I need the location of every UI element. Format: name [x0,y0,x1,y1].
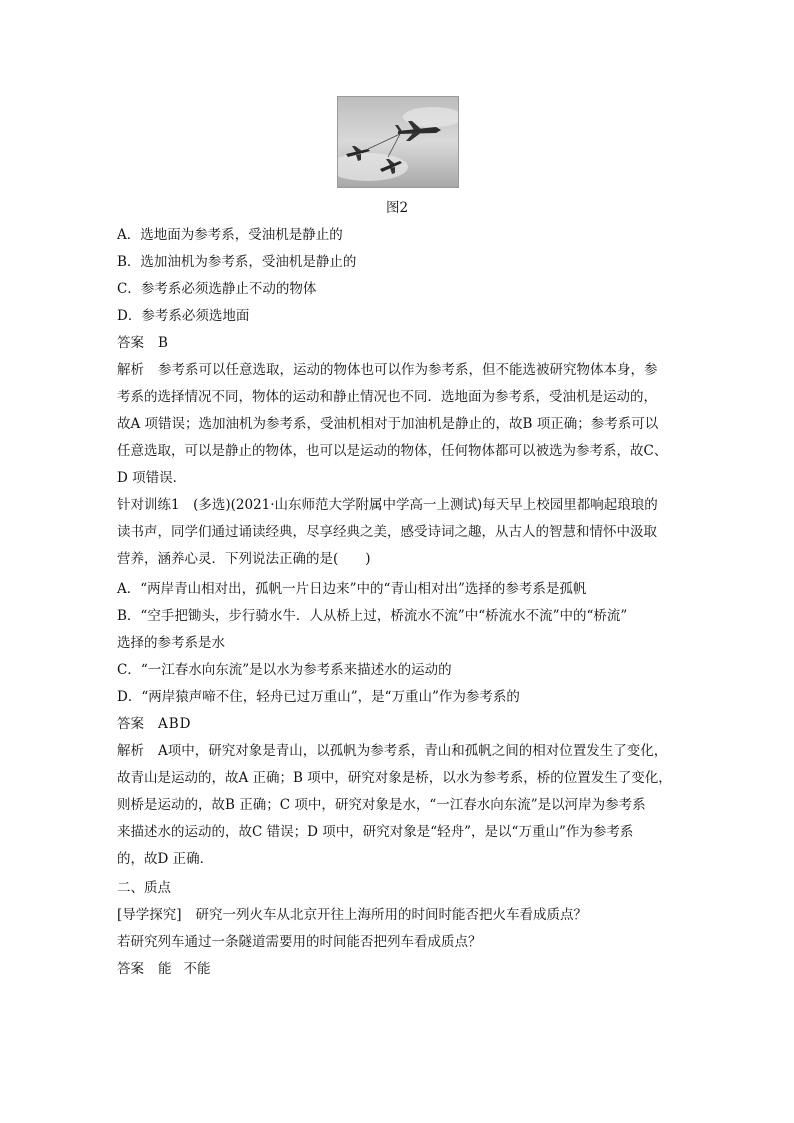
section-title: 二、质点 [117,880,171,896]
figure-caption: 图2 [385,200,409,216]
training-option-d: D．“两岸猿声啼不住，轻舟已过万重山”，是“万重山”作为参考系的 [117,689,520,705]
answer-line [117,712,192,732]
answer-value: 能 [158,961,172,977]
answer-value: ABD [158,716,192,732]
answer-value: B [158,335,169,351]
analysis-line [117,739,667,759]
answer-line [117,957,211,977]
explore-text: 研究一列火车从北京开往上海所用的时间时能否把火车看成质点？ [195,907,588,923]
training-stem-line: 营养，涵养心灵．下列说法正确的是( ) [117,551,371,567]
answer-label: 答案 [117,716,144,732]
explore-line: 若研究列车通过一条隧道需要用的时间能否把列车看成质点？ [117,934,482,950]
analysis-line: D 项错误． [117,470,187,486]
explore-line [117,903,587,923]
answer-label: 答案 [117,961,144,977]
training-option-a: A．“两岸青山相对出，孤帆一片日边来”中的“青山相对出”选择的参考系是孤帆 [117,581,587,597]
analysis-line: 考系的选择情况不同，物体的运动和静止情况也不同．选地面为参考系，受油机是运动的， [117,389,657,405]
analysis-line [117,358,658,378]
analysis-label: 解析 [117,743,144,759]
answer-label: 答案 [117,335,144,351]
explore-tag: [导学探究] [117,907,182,923]
analysis-text: A项中，研究对象是青山，以孤帆为参考系，青山和孤帆之间的相对位置发生了变化， [158,743,668,759]
analysis-text: 参考系可以任意选取，运动的物体也可以作为参考系，但不能选被研究物体本身，参 [158,362,658,378]
training-option-b: B．“空手把锄头，步行骑水牛．人从桥上过，桥流水不流”中“桥流水不流”中的“桥流” [117,608,628,624]
analysis-line: 故青山是运动的，故A 正确；B 项中，研究对象是桥，以水为参考系，桥的位置发生了变化， [117,770,672,786]
analysis-line: 则桥是运动的，故B 正确；C 项中，研究对象是水，“一江春水向东流”是以河岸为参考系 [117,797,646,813]
option-c: C．参考系必须选静止不动的物体 [117,281,317,297]
training-stem-line: 针对训练1 (多选)(2021·山东师范大学附属中学高一上测试)每天早上校园里都响起琅琅的 [117,497,658,513]
option-b: B．选加油机为参考系，受油机是静止的 [117,254,357,270]
analysis-label: 解析 [117,362,144,378]
analysis-line: 的，故D 正确． [117,851,214,867]
analysis-line: 任意选取，可以是静止的物体，也可以是运动的物体，任何物体都可以被选为参考系，故C、 [117,443,668,459]
training-stem-line: 读书声，同学们通过诵读经典，尽享经典之美，感受诗词之趣，从古人的智慧和情怀中汲取 [117,524,657,540]
aircraft-illustration [338,97,458,187]
training-option-c: C．“一江春水向东流”是以水为参考系来描述水的运动的 [117,662,452,678]
analysis-line: 来描述水的运动的，故C 错误；D 项中，研究对象是“轻舟”，是以“万重山”作为参考系 [117,824,634,840]
answer-line [117,331,169,351]
training-option-b-cont: 选择的参考系是水 [117,635,225,651]
analysis-line: 故A 项错误；选加油机为参考系，受油机相对于加油机是静止的，故B 项正确；参考系可以 [117,416,659,432]
answer-value: 不能 [183,961,211,977]
option-d: D．参考系必须选地面 [117,308,250,324]
refueling-aircraft-photo [337,96,459,188]
option-a: A．选地面为参考系，受油机是静止的 [117,227,343,243]
